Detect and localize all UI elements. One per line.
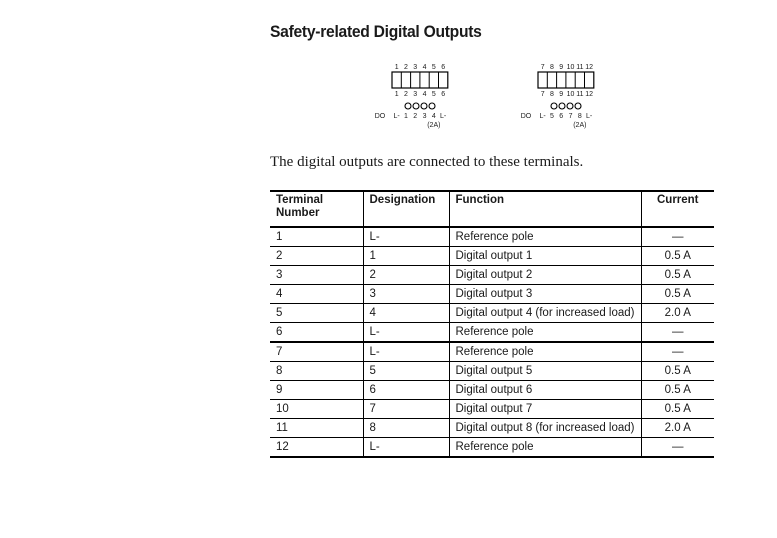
table-row <box>270 342 714 362</box>
table-row <box>270 266 714 285</box>
right-block-led <box>551 103 557 109</box>
cell-current: 0.5 A <box>641 285 714 304</box>
right-block-bottom-number: 7 <box>540 91 545 98</box>
cell-function: Digital output 4 (for increased load) <box>449 304 641 323</box>
right-block-do-label: DO <box>520 113 532 120</box>
right-block-led <box>559 103 565 109</box>
right-block-pin-label: L- <box>539 113 546 120</box>
cell-function: Reference pole <box>449 227 641 247</box>
table-row <box>270 438 714 458</box>
cell-designation: L- <box>363 227 449 247</box>
header-terminal-number <box>270 191 363 227</box>
terminal-table <box>270 190 714 458</box>
right-block-pin-label: 7 <box>568 113 573 120</box>
cell-designation: 4 <box>363 304 449 323</box>
header-function: Function <box>449 191 641 227</box>
left-block-bottom-number: 1 <box>394 91 399 98</box>
left-block-pin-label: 3 <box>422 113 427 120</box>
right-block-top-number: 10 <box>566 64 575 71</box>
cell-current: 0.5 A <box>641 362 714 381</box>
right-block-bottom-number: 11 <box>576 91 584 98</box>
cell-designation: 1 <box>363 247 449 266</box>
left-block-led <box>413 103 419 109</box>
header-current: Current <box>641 191 714 227</box>
right-block-led <box>575 103 581 109</box>
cell-current: 0.5 A <box>641 400 714 419</box>
terminal-block-figure <box>370 60 610 132</box>
left-block-pin-label: 4 <box>431 113 436 120</box>
cell-current: 0.5 A <box>641 247 714 266</box>
header-designation: Designation <box>363 191 449 227</box>
right-block-top-number: 12 <box>585 64 594 71</box>
header-terminal-line2: Number <box>276 207 320 219</box>
left-block-top-number: 4 <box>422 64 427 71</box>
cell-current: 2.0 A <box>641 419 714 438</box>
right-block-top-number: 9 <box>559 64 564 71</box>
table-row <box>270 285 714 304</box>
cell-designation: L- <box>363 342 449 362</box>
cell-function: Digital output 6 <box>449 381 641 400</box>
cell-terminal: 5 <box>270 304 363 323</box>
cell-function: Reference pole <box>449 342 641 362</box>
right-block-pin-label: L- <box>586 113 593 120</box>
cell-terminal: 4 <box>270 285 363 304</box>
left-block-pin-label: 2 <box>413 113 418 120</box>
cell-designation: 5 <box>363 362 449 381</box>
cell-terminal: 11 <box>270 419 363 438</box>
cell-designation: 7 <box>363 400 449 419</box>
cell-function: Digital output 5 <box>449 362 641 381</box>
cell-designation: 6 <box>363 381 449 400</box>
cell-terminal: 1 <box>270 227 363 247</box>
cell-current: — <box>641 438 714 458</box>
right-block-top-number: 11 <box>576 64 584 71</box>
left-block-bottom-number: 5 <box>431 91 436 98</box>
right-block-pin-label: 8 <box>577 113 582 120</box>
cell-designation: 8 <box>363 419 449 438</box>
left-block-bottom-number: 6 <box>441 91 446 98</box>
left-block-top-number: 3 <box>413 64 418 71</box>
left-block-do-label: DO <box>374 113 386 120</box>
table-row <box>270 247 714 266</box>
left-block-top-number: 1 <box>394 64 399 71</box>
cell-terminal: 12 <box>270 438 363 458</box>
cell-current: 0.5 A <box>641 266 714 285</box>
cell-function: Digital output 2 <box>449 266 641 285</box>
left-block-top-number: 6 <box>441 64 446 71</box>
left-block-led <box>421 103 427 109</box>
cell-terminal: 8 <box>270 362 363 381</box>
table-row <box>270 304 714 323</box>
left-block-led <box>405 103 411 109</box>
left-block-top-number: 5 <box>431 64 436 71</box>
cell-terminal: 10 <box>270 400 363 419</box>
cell-current: — <box>641 227 714 247</box>
left-block-note: (2A) <box>427 122 441 129</box>
right-block-bottom-number: 10 <box>566 91 575 98</box>
right-block-bottom-number: 9 <box>559 91 564 98</box>
left-block-led <box>429 103 435 109</box>
table-row <box>270 400 714 419</box>
cell-function: Digital output 7 <box>449 400 641 419</box>
cell-terminal: 6 <box>270 323 363 343</box>
cell-function: Reference pole <box>449 323 641 343</box>
terminal-diagram <box>370 60 610 132</box>
right-block-pin-label: 5 <box>549 113 554 120</box>
left-block-bottom-number: 2 <box>403 91 408 98</box>
cell-terminal: 9 <box>270 381 363 400</box>
left-block-pin-label: L- <box>393 113 400 120</box>
cell-designation: 2 <box>363 266 449 285</box>
table-row <box>270 381 714 400</box>
right-block-top-number: 7 <box>540 64 545 71</box>
right-block-top-number: 8 <box>549 64 554 71</box>
cell-function: Digital output 1 <box>449 247 641 266</box>
left-block-pin-label: 1 <box>403 113 408 120</box>
table-header-row <box>270 191 714 227</box>
right-block-note: (2A) <box>573 122 587 129</box>
right-block-led <box>567 103 573 109</box>
table-row <box>270 323 714 343</box>
left-block-pin-label: L- <box>440 113 447 120</box>
cell-current: 0.5 A <box>641 381 714 400</box>
left-block-bottom-number: 4 <box>422 91 427 98</box>
cell-terminal: 3 <box>270 266 363 285</box>
cell-current: — <box>641 342 714 362</box>
cell-terminal: 2 <box>270 247 363 266</box>
cell-function: Digital output 3 <box>449 285 641 304</box>
table-row <box>270 227 714 247</box>
right-block-pin-label: 6 <box>559 113 564 120</box>
page-title: Safety-related Digital Outputs <box>270 22 482 41</box>
table-row <box>270 419 714 438</box>
right-block-bottom-number: 8 <box>549 91 554 98</box>
cell-designation: L- <box>363 323 449 343</box>
left-block-top-number: 2 <box>403 64 408 71</box>
table-row <box>270 362 714 381</box>
left-block-bottom-number: 3 <box>413 91 418 98</box>
cell-function: Digital output 8 (for increased load) <box>449 419 641 438</box>
cell-function: Reference pole <box>449 438 641 458</box>
header-terminal-line1: Terminal <box>276 194 324 206</box>
intro-text: The digital outputs are connected to these terminals. <box>270 154 584 170</box>
cell-designation: 3 <box>363 285 449 304</box>
cell-current: 2.0 A <box>641 304 714 323</box>
cell-designation: L- <box>363 438 449 458</box>
cell-terminal: 7 <box>270 342 363 362</box>
cell-current: — <box>641 323 714 343</box>
right-block-bottom-number: 12 <box>585 91 594 98</box>
